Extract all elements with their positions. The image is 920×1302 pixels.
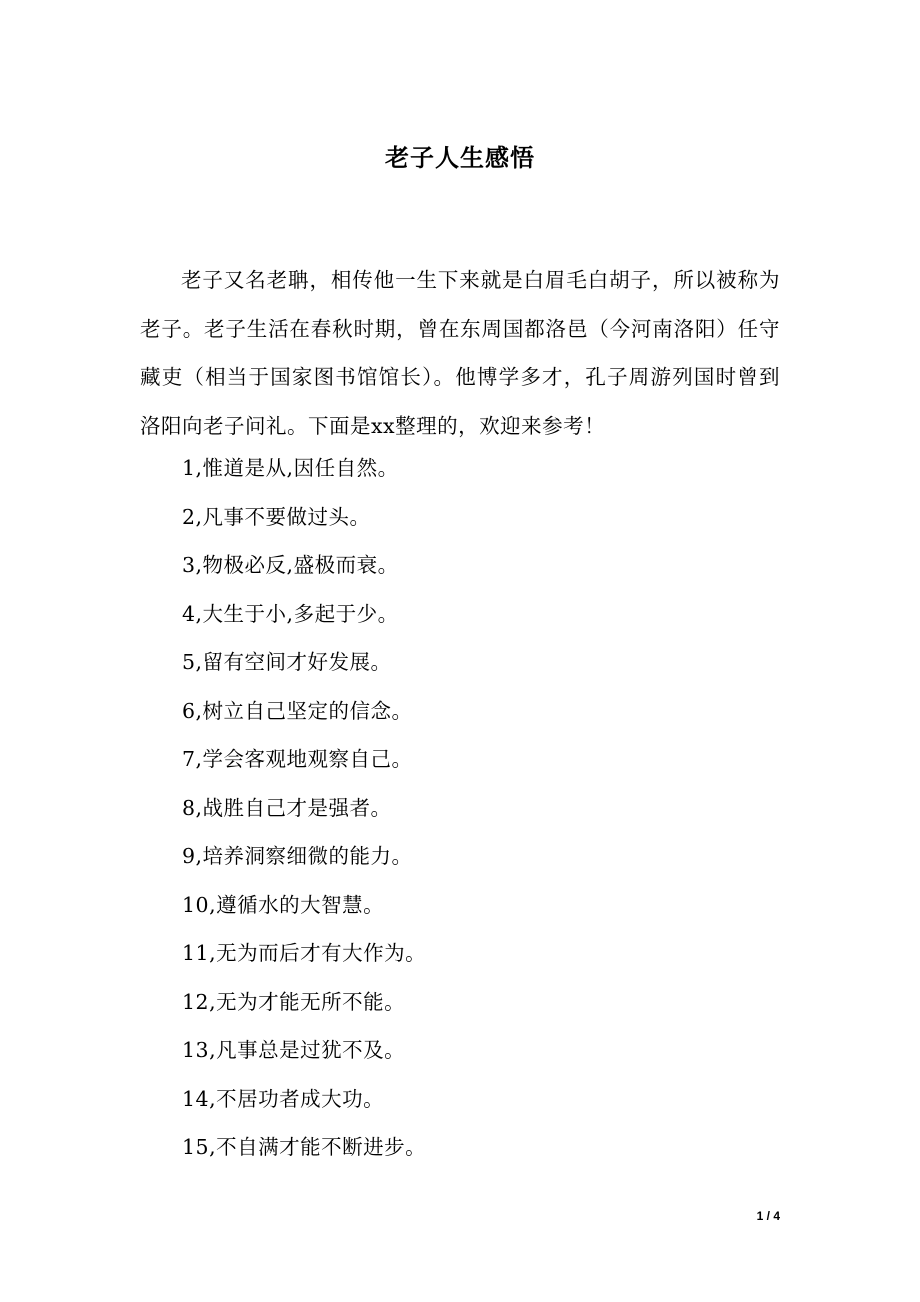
page-title: 老子人生感悟 <box>385 143 535 172</box>
list-item: 13,凡事总是过犹不及。 <box>182 1038 406 1062</box>
list-item: 2,凡事不要做过头。 <box>182 504 371 529</box>
list-item: 4,大生于小,多起于少。 <box>182 601 399 626</box>
list-item: 5,留有空间才好发展。 <box>182 650 392 674</box>
list-item: 15,不自满才能不断进步。 <box>182 1135 427 1159</box>
list-item: 8,战胜自己才是强者。 <box>182 795 392 820</box>
list-item: 14,不居功者成大功。 <box>182 1086 385 1111</box>
list-item: 6,树立自己坚定的信念。 <box>182 698 413 723</box>
list-item: 11,无为而后才有大作为。 <box>182 941 427 965</box>
list-item: 3,物极必反,盛极而衰。 <box>182 553 399 577</box>
list-item: 9,培养洞察细微的能力。 <box>182 844 413 868</box>
page-number: 1 / 4 <box>756 1209 780 1223</box>
intro-paragraph: 老子又名老聃，相传他一生下来就是白眉毛白胡子，所以被称为老子。老子生活在春秋时期，曾在东周国都洛邑（今河南洛阳）任守藏吏（相当于国家图书馆馆长）。他博学多才，孔子周游列国时曾到洛阳向老子问礼。下面是xx整理的，欢迎来参考！ <box>140 268 780 438</box>
list-item: 10,遵循水的大智慧。 <box>182 892 385 917</box>
maxim-list <box>182 444 426 1172</box>
list-item: 1,惟道是从,因任自然。 <box>182 456 399 480</box>
list-item: 12,无为才能无所不能。 <box>182 989 406 1014</box>
list-item: 7,学会客观地观察自己。 <box>182 747 413 771</box>
